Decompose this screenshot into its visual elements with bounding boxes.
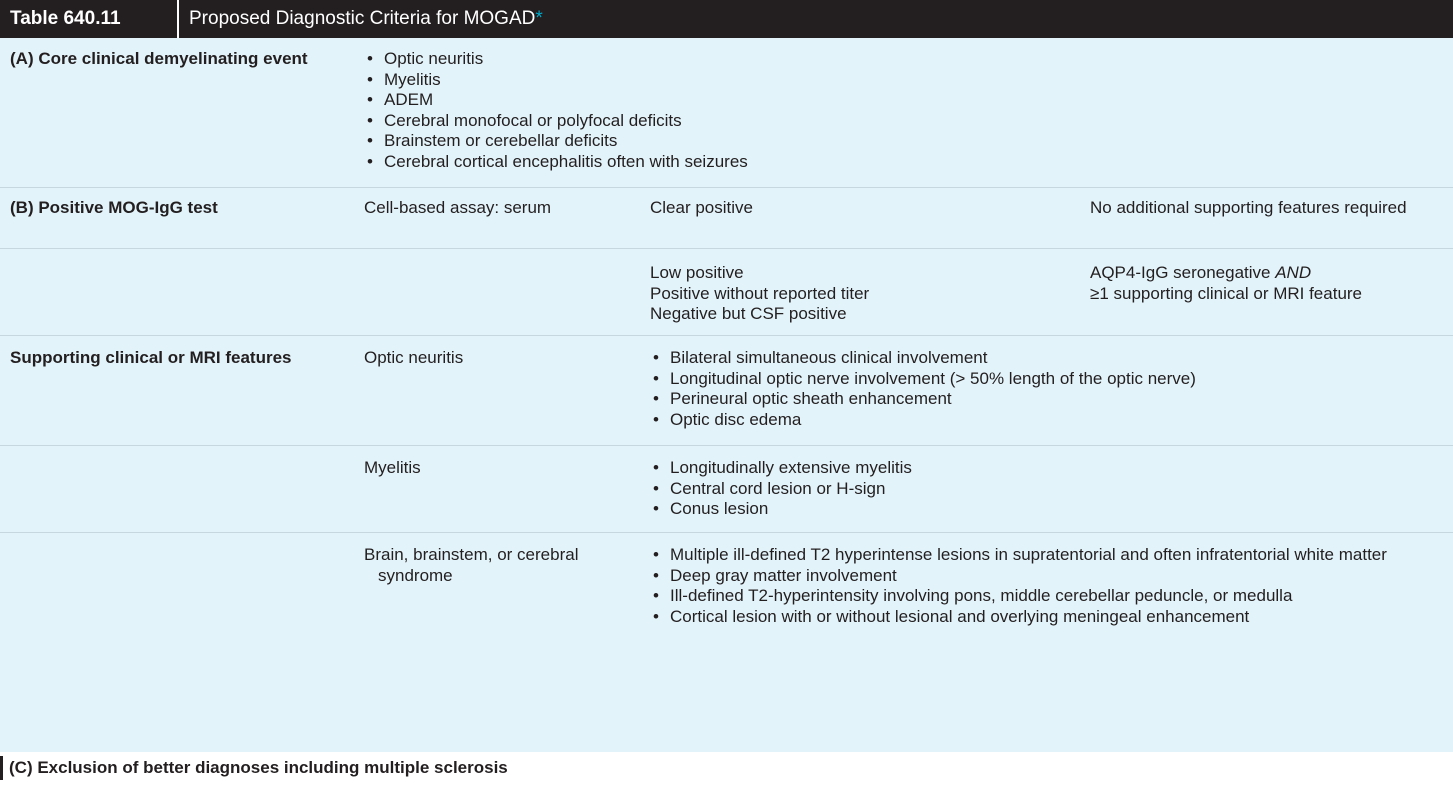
requirement-line-1	[1090, 263, 1390, 284]
list-item: • Longitudinally extensive myelitis	[650, 458, 1445, 479]
clear-positive-requirement: No additional supporting features required	[1090, 198, 1407, 217]
list-item: • Myelitis	[364, 70, 1064, 91]
list-item: • Longitudinal optic nerve involvement (> 50% length of the optic nerve)	[650, 369, 1445, 390]
list-item: • Ill-defined T2-hyperintensity involving pons, middle cerebellar peduncle, or medulla	[650, 586, 1445, 607]
result-item: Low positive	[650, 263, 744, 282]
table-row-brain	[0, 533, 1453, 752]
core-event-list	[364, 49, 1064, 172]
result-item: Negative but CSF positive	[650, 304, 847, 323]
criteria-table	[0, 38, 1453, 752]
table-row-optic-neuritis	[0, 336, 1453, 446]
list-item: • Deep gray matter involvement	[650, 566, 1445, 587]
footer-marker	[0, 756, 3, 780]
table-title	[179, 8, 543, 30]
requirement-emphasis: AND	[1275, 263, 1312, 282]
table-row-mog-low	[0, 249, 1453, 336]
clear-positive-result: Clear positive	[650, 198, 753, 217]
mog-test-label: (B) Positive MOG-IgG test	[10, 198, 218, 217]
footnote-mark: *	[535, 8, 543, 29]
myelitis-list	[650, 458, 1445, 520]
list-item: • Conus lesion	[650, 499, 1445, 520]
list-item: • Optic disc edema	[650, 410, 1445, 431]
exclusion-criteria: (C) Exclusion of better diagnoses including multiple sclerosis	[9, 758, 508, 777]
requirement-line-2: ≥1 supporting clinical or MRI feature	[1090, 283, 1363, 303]
brain-list	[650, 545, 1445, 627]
result-item: Positive without reported titer	[650, 283, 870, 303]
table-title-text: Proposed Diagnostic Criteria for MOGAD	[189, 8, 536, 29]
table-row-mog-clear	[0, 188, 1453, 249]
list-item: • Cerebral cortical encephalitis often with seizures	[364, 152, 1064, 173]
list-item: • Brainstem or cerebellar deficits	[364, 131, 1064, 152]
myelitis-category: Myelitis	[364, 458, 421, 477]
list-item: • Bilateral simultaneous clinical involvement	[650, 348, 1445, 369]
low-positive-requirement	[1090, 263, 1390, 304]
low-positive-results	[650, 263, 980, 325]
exclusion-row	[0, 752, 1453, 789]
list-item: • Central cord lesion or H-sign	[650, 479, 1445, 500]
table-row-myelitis	[0, 446, 1453, 533]
list-item: • Cerebral monofocal or polyfocal deficits	[364, 111, 1064, 132]
list-item: • Cortical lesion with or without lesional and overlying meningeal enhancement	[650, 607, 1445, 628]
supporting-features-label: Supporting clinical or MRI features	[10, 348, 292, 367]
optic-neuritis-category: Optic neuritis	[364, 348, 464, 367]
list-item: • Multiple ill-defined T2 hyperintense lesions in supratentorial and often infratentorial white matter	[650, 545, 1445, 566]
list-item: • Perineural optic sheath enhancement	[650, 389, 1445, 410]
table-row-core-event	[0, 38, 1453, 188]
assay-type: Cell-based assay: serum	[364, 198, 552, 217]
requirement-text: AQP4-IgG seronegative	[1090, 263, 1276, 282]
core-event-label: (A) Core clinical demyelinating event	[10, 49, 308, 68]
list-item: • Optic neuritis	[364, 49, 1064, 70]
list-item: • ADEM	[364, 90, 1064, 111]
optic-neuritis-list	[650, 348, 1445, 430]
brain-category: Brain, brainstem, or cerebral syndrome	[364, 545, 579, 585]
table-title-bar	[0, 0, 1453, 38]
table-number: Table 640.11	[10, 8, 121, 29]
